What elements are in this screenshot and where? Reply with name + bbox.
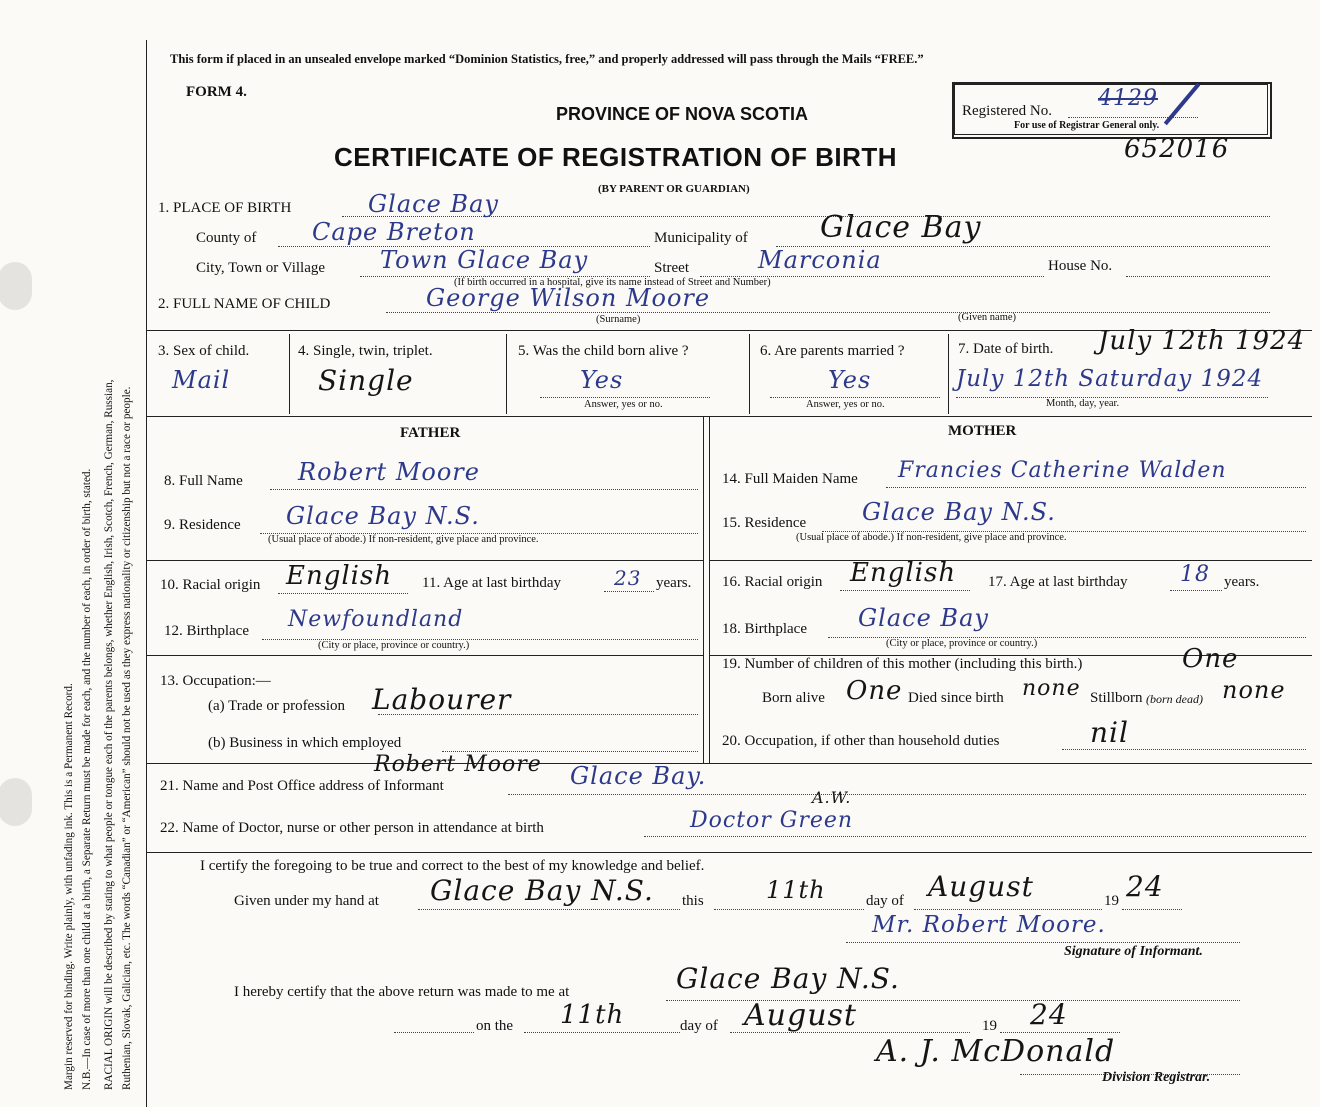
entry-town: Town Glace Bay xyxy=(380,246,589,274)
entry-father-residence: Glace Bay N.S. xyxy=(286,502,480,530)
registered-label: Registered No. xyxy=(962,103,1052,119)
surname-note: (Surname) xyxy=(596,314,641,325)
certificate-subtitle: (BY PARENT OR GUARDIAN) xyxy=(598,183,750,195)
entry-return-place: Glace Bay N.S. xyxy=(676,962,900,995)
entry-mother-residence: Glace Bay N.S. xyxy=(862,498,1056,526)
month-day-year-note: Month, day, year. xyxy=(1046,398,1120,409)
label-mother-children: 19. Number of children of this mother (including this birth.) xyxy=(722,656,1083,672)
mother-heading: MOTHER xyxy=(948,423,1017,439)
birthplace-note: (City or place, province or country.) xyxy=(318,640,470,651)
label-years: years. xyxy=(656,575,692,591)
label-mother-name: 14. Full Maiden Name xyxy=(722,471,858,487)
cell-divider xyxy=(289,334,290,414)
entry-doctor-initials: A.W. xyxy=(812,788,852,807)
label-mother-residence: 15. Residence xyxy=(722,515,807,531)
label-return-day-of: day of xyxy=(680,1018,718,1034)
answer-note: Answer, yes or no. xyxy=(584,399,663,410)
entry-given-month: August xyxy=(928,870,1034,903)
rule xyxy=(146,763,1312,764)
label-mother-occupation: 20. Occupation, if other than household duties xyxy=(722,733,1000,749)
province-heading: PROVINCE OF NOVA SCOTIA xyxy=(556,104,809,124)
cell-divider xyxy=(506,334,507,414)
label-given-under: Given under my hand at xyxy=(234,893,379,909)
entry-father-name: Robert Moore xyxy=(298,458,480,486)
label-municipality: Municipality of xyxy=(654,230,748,246)
entry-municipality: Glace Bay xyxy=(820,210,982,245)
entry-children-total: One xyxy=(1182,644,1239,674)
entry-plurality: Single xyxy=(318,364,414,397)
binding-hole xyxy=(0,778,32,826)
label-return-year-prefix: 19 xyxy=(982,1018,997,1034)
entry-child-name: George Wilson Moore xyxy=(426,284,711,312)
entry-mother-birthplace: Glace Bay xyxy=(858,604,989,632)
entry-informant-name: Robert Moore xyxy=(374,752,542,777)
entry-sex: Mail xyxy=(172,366,231,394)
mailing-notice: This form if placed in an unsealed envelope marked “Dominion Statistics, free,” and properly addressed will pass through the Mails “FREE.” xyxy=(170,52,924,66)
label-born-alive: 5. Was the child born alive ? xyxy=(518,343,689,359)
label-city-town: City, Town or Village xyxy=(196,260,326,276)
label-street: Street xyxy=(654,260,689,276)
certificate-title: CERTIFICATE OF REGISTRATION OF BIRTH xyxy=(334,142,898,172)
label-mother-racial: 16. Racial origin xyxy=(722,574,823,590)
label-died-since: Died since birth xyxy=(908,690,1004,706)
entry-mother-name: Francies Catherine Walden xyxy=(898,458,1227,483)
hospital-note: (If birth occurred in a hospital, give its name instead of Street and Number) xyxy=(454,277,771,288)
label-sex: 3. Sex of child. xyxy=(158,343,250,359)
label-year-prefix: 19 xyxy=(1104,893,1119,909)
label-on-the: on the xyxy=(476,1018,514,1034)
entry-place-of-birth: Glace Bay xyxy=(368,190,499,218)
label-trade: (a) Trade or profession xyxy=(208,698,346,714)
rule xyxy=(709,560,1312,561)
father-heading: FATHER xyxy=(400,425,461,441)
margin-note-4: Ruthenian, Slovak, Galician, etc. The words “Canadian” or “American” should not be used as they express nationality or citizenship but not a race or people. xyxy=(121,386,133,1090)
label-house-no: House No. xyxy=(1048,258,1113,274)
residence-note: (Usual place of abode.) If non-resident, give place and province. xyxy=(796,532,1067,543)
label-hereby: I hereby certify that the above return was made to me at xyxy=(234,984,570,1000)
margin-note-3: RACIAL ORIGIN will be described by stating to what people or tongue each of the parents belongs, whether English, Irish, Scotch, French, German, Russian, xyxy=(103,379,115,1090)
label-plurality: 4. Single, twin, triplet. xyxy=(298,343,433,359)
entry-return-day: 11th xyxy=(560,1000,625,1030)
label-years: years. xyxy=(1224,574,1260,590)
entry-given-place: Glace Bay N.S. xyxy=(430,874,654,907)
entry-doctor: Doctor Green xyxy=(690,808,854,833)
label-business: (b) Business in which employed xyxy=(208,735,402,751)
label-father-racial: 10. Racial origin xyxy=(160,577,261,593)
label-doctor: 22. Name of Doctor, nurse or other person in attendance at birth xyxy=(160,820,544,836)
label-father-age: 11. Age at last birthday xyxy=(422,575,561,591)
label-date-of-birth: 7. Date of birth. xyxy=(958,341,1054,357)
label-place-of-birth: 1. PLACE OF BIRTH xyxy=(158,200,292,216)
rule xyxy=(146,655,703,656)
column-divider xyxy=(709,416,710,763)
entry-father-occupation: Labourer xyxy=(372,683,512,716)
given-name-note: (Given name) xyxy=(958,312,1017,323)
entry-children-died: none xyxy=(1022,676,1081,701)
form-number: FORM 4. xyxy=(186,84,247,100)
label-born-alive-count: Born alive xyxy=(762,690,825,706)
binding-hole xyxy=(0,262,32,310)
entry-mother-racial: English xyxy=(850,558,957,588)
entry-county: Cape Breton xyxy=(312,218,476,246)
registered-note: For use of Registrar General only. xyxy=(1014,120,1160,131)
entry-married: Yes xyxy=(828,366,872,394)
margin-note-1: Margin reserved for binding. Write plainly, with unfading ink. This is a Permanent Record. xyxy=(63,683,75,1090)
birthplace-note: (City or place, province or country.) xyxy=(886,638,1038,649)
registrar-signature: A. J. McDonald xyxy=(876,1034,1116,1069)
residence-note: (Usual place of abode.) If non-resident, give place and province. xyxy=(268,534,539,545)
label-father-residence: 9. Residence xyxy=(164,517,241,533)
rule xyxy=(146,416,1312,417)
entry-dob: July 12th Saturday 1924 xyxy=(956,366,1264,392)
entry-born-alive: Yes xyxy=(580,366,624,394)
entry-street: Marconia xyxy=(758,246,882,274)
label-full-name: 2. FULL NAME OF CHILD xyxy=(158,296,331,312)
informant-signature: Mr. Robert Moore. xyxy=(872,912,1106,938)
registered-number-struck: 4129 xyxy=(1098,86,1158,111)
label-county: County of xyxy=(196,230,257,246)
entry-given-day: 11th xyxy=(766,876,826,904)
label-this: this xyxy=(682,893,704,909)
rule xyxy=(146,852,1312,853)
label-mother-age: 17. Age at last birthday xyxy=(988,574,1128,590)
frame-left xyxy=(146,40,147,1107)
entry-return-year: 24 xyxy=(1030,998,1068,1031)
margin-note-2: N.B.—In case of more than one child at a birth, a Separate Return must be made for each, and the number of each, in order of birth, stated. xyxy=(81,468,93,1090)
certify-statement: I certify the foregoing to be true and correct to the best of my knowledge and belief. xyxy=(200,858,705,874)
label-signature-informant: Signature of Informant. xyxy=(1064,944,1203,959)
entry-dob-top: July 12th 1924 xyxy=(1098,326,1306,356)
entry-father-racial: English xyxy=(286,561,393,591)
label-married: 6. Are parents married ? xyxy=(760,343,905,359)
label-informant: 21. Name and Post Office address of Informant xyxy=(160,778,444,794)
label-mother-birthplace: 18. Birthplace xyxy=(722,621,807,637)
label-day-of: day of xyxy=(866,893,904,909)
rule xyxy=(146,560,703,561)
entry-children-alive: One xyxy=(846,676,903,706)
label-born-dead: (born dead) xyxy=(1146,692,1203,706)
column-divider xyxy=(703,416,704,763)
label-father-name: 8. Full Name xyxy=(164,473,243,489)
cell-divider xyxy=(948,334,949,414)
answer-note: Answer, yes or no. xyxy=(806,399,885,410)
entry-informant-address: Glace Bay. xyxy=(570,762,707,790)
entry-given-year: 24 xyxy=(1126,870,1164,903)
registered-number: 652016 xyxy=(1124,134,1230,164)
entry-father-age: 23 xyxy=(614,566,642,590)
label-division-registrar: Division Registrar. xyxy=(1102,1070,1211,1085)
entry-mother-occupation: nil xyxy=(1090,716,1129,749)
entry-father-birthplace: Newfoundland xyxy=(288,607,464,632)
entry-children-stillborn: none xyxy=(1222,676,1286,704)
entry-return-month: August xyxy=(744,998,857,1033)
label-stillborn: Stillborn xyxy=(1090,690,1143,706)
label-father-birthplace: 12. Birthplace xyxy=(164,623,249,639)
entry-mother-age: 18 xyxy=(1180,562,1210,587)
label-father-occupation: 13. Occupation:— xyxy=(160,673,271,689)
cell-divider xyxy=(749,334,750,414)
